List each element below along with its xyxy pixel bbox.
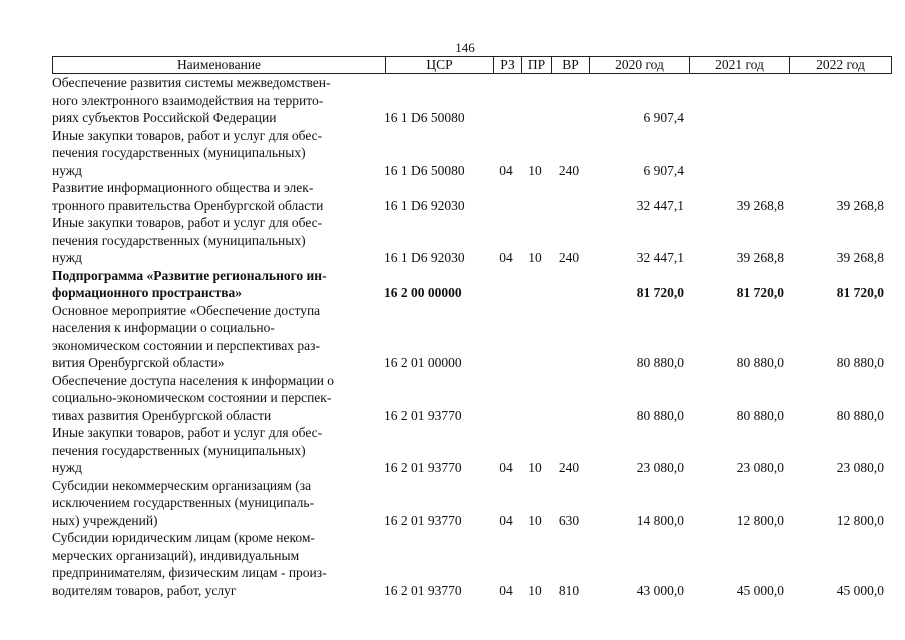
row-csr: 16 1 D6 92030 xyxy=(384,250,465,265)
row-name-line: риях субъектов Российской Федерации xyxy=(52,110,277,125)
row-name-line: нужд xyxy=(52,162,82,178)
row-y2020: 32 447,1 xyxy=(636,250,684,265)
table-row xyxy=(52,127,892,180)
row-y2020: 6 907,4 xyxy=(643,162,684,178)
row-name-line: Субсидии юридическим лицам (кроме неком- xyxy=(52,530,315,545)
row-name-line: Обеспечение доступа населения к информации о xyxy=(52,372,335,388)
row-y2022: 39 268,8 xyxy=(836,250,884,265)
header-vr: ВР xyxy=(551,57,589,73)
row-vr: 240 xyxy=(558,250,580,265)
row-y2021: 39 268,8 xyxy=(736,197,784,213)
row-name xyxy=(52,424,370,477)
row-name-line: тивах развития Оренбургской области xyxy=(52,407,272,423)
row-name xyxy=(52,529,370,599)
row-name-line: нужд xyxy=(52,460,82,475)
row-csr: 16 1 D6 50080 xyxy=(384,162,465,178)
table-row xyxy=(52,302,892,372)
row-rz: 04 xyxy=(499,512,513,528)
row-name xyxy=(52,372,370,425)
table-row xyxy=(52,477,892,530)
row-y2020: 23 080,0 xyxy=(636,460,684,475)
header-2020: 2020 год xyxy=(589,57,689,73)
row-csr: 16 2 01 93770 xyxy=(384,407,462,423)
row-y2022: 45 000,0 xyxy=(836,582,884,598)
row-csr: 16 2 00 00000 xyxy=(384,285,462,300)
row-name-line: мерческих организаций), индивидуальным xyxy=(52,547,300,563)
row-y2022: 12 800,0 xyxy=(836,512,884,528)
table-row xyxy=(52,74,892,127)
page-number: 146 xyxy=(455,40,475,55)
row-name-line: Иные закупки товаров, работ и услуг для обес- xyxy=(52,425,323,440)
row-y2021: 45 000,0 xyxy=(736,582,784,598)
row-name-line: Иные закупки товаров, работ и услуг для обес- xyxy=(52,215,323,230)
row-vr: 240 xyxy=(558,162,580,178)
row-name-line: печения государственных (муниципальных) xyxy=(52,442,306,458)
row-name xyxy=(52,74,370,127)
row-name-line: предпринимателям, физическим лицам - произ- xyxy=(52,565,327,580)
row-pr: 10 xyxy=(528,582,542,598)
row-name-line: водителям товаров, работ, услуг xyxy=(52,582,237,598)
row-pr: 10 xyxy=(528,162,542,178)
row-y2020: 14 800,0 xyxy=(636,512,684,528)
header-name: Наименование xyxy=(176,57,262,72)
table-row xyxy=(52,424,892,477)
row-y2020: 43 000,0 xyxy=(636,582,684,598)
row-y2021: 81 720,0 xyxy=(736,285,784,300)
row-name xyxy=(52,267,370,302)
table-row xyxy=(52,267,892,302)
row-y2022: 23 080,0 xyxy=(836,460,884,475)
row-name-line: ных) учреждений) xyxy=(52,512,158,528)
table-body xyxy=(52,74,892,598)
table-row xyxy=(52,179,892,214)
row-name-line: Развитие информационного общества и элек- xyxy=(52,180,314,195)
row-csr: 16 2 01 93770 xyxy=(384,512,462,528)
row-rz: 04 xyxy=(499,582,513,598)
row-name-line: Подпрограмма «Развитие регионального ин- xyxy=(52,267,327,283)
row-vr: 630 xyxy=(558,512,580,528)
row-name-line: печения государственных (муниципальных) xyxy=(52,232,306,248)
row-csr: 16 2 01 00000 xyxy=(384,355,462,370)
row-y2022: 39 268,8 xyxy=(836,197,884,213)
table-header xyxy=(52,56,892,74)
header-2022: 2022 год xyxy=(789,57,891,73)
row-name-line: нужд xyxy=(52,250,82,265)
header-rz: РЗ xyxy=(493,57,521,73)
row-y2020: 80 880,0 xyxy=(636,355,684,370)
row-pr: 10 xyxy=(528,460,542,475)
header-2021: 2021 год xyxy=(689,57,789,73)
row-name-line: исключением государственных (муниципаль- xyxy=(52,495,315,510)
row-name-line: населения к информации о социально- xyxy=(52,320,275,335)
row-name xyxy=(52,302,370,372)
row-y2022: 80 880,0 xyxy=(836,355,884,370)
row-name xyxy=(52,214,370,267)
row-rz: 04 xyxy=(499,250,513,265)
row-name-line: социально-экономическом состоянии и перспек- xyxy=(52,390,332,405)
table-row xyxy=(52,214,892,267)
row-vr: 240 xyxy=(558,460,580,475)
row-name-line: печения государственных (муниципальных) xyxy=(52,145,306,160)
table-row xyxy=(52,372,892,425)
row-name-line: Основное мероприятие «Обеспечение доступа xyxy=(52,302,321,318)
row-csr: 16 2 01 93770 xyxy=(384,460,462,475)
row-y2020: 6 907,4 xyxy=(643,110,684,125)
row-csr: 16 1 D6 92030 xyxy=(384,197,465,213)
row-pr: 10 xyxy=(528,512,542,528)
row-y2022: 80 880,0 xyxy=(836,407,884,423)
row-name xyxy=(52,179,370,214)
header-pr: ПР xyxy=(521,57,551,73)
row-name-line: ного электронного взаимодействия на террито- xyxy=(52,92,324,108)
table-row xyxy=(52,529,892,599)
row-y2020: 32 447,1 xyxy=(636,197,684,213)
row-rz: 04 xyxy=(499,162,513,178)
row-name-line: экономическом состоянии и перспективах раз- xyxy=(52,337,321,353)
row-csr: 16 1 D6 50080 xyxy=(384,110,465,125)
header-csr: ЦСР xyxy=(385,57,493,73)
row-y2021: 80 880,0 xyxy=(736,407,784,423)
row-name-line: формационного пространства» xyxy=(52,285,243,300)
row-y2021: 23 080,0 xyxy=(736,460,784,475)
row-rz: 04 xyxy=(499,460,513,475)
row-csr: 16 2 01 93770 xyxy=(384,582,462,598)
row-vr: 810 xyxy=(558,582,580,598)
row-y2020: 81 720,0 xyxy=(636,285,684,300)
row-name-line: вития Оренбургской области» xyxy=(52,355,225,370)
row-pr: 10 xyxy=(528,250,542,265)
row-name-line: Субсидии некоммерческим организациям (за xyxy=(52,477,312,493)
row-y2021: 80 880,0 xyxy=(736,355,784,370)
row-name xyxy=(52,127,370,180)
row-y2021: 39 268,8 xyxy=(736,250,784,265)
row-y2020: 80 880,0 xyxy=(636,407,684,423)
row-name xyxy=(52,477,370,530)
row-y2021: 12 800,0 xyxy=(736,512,784,528)
row-y2022: 81 720,0 xyxy=(836,285,884,300)
row-name-line: Иные закупки товаров, работ и услуг для обес- xyxy=(52,127,323,143)
row-name-line: тронного правительства Оренбургской области xyxy=(52,197,324,213)
row-name-line: Обеспечение развития системы межведомствен- xyxy=(52,75,331,90)
